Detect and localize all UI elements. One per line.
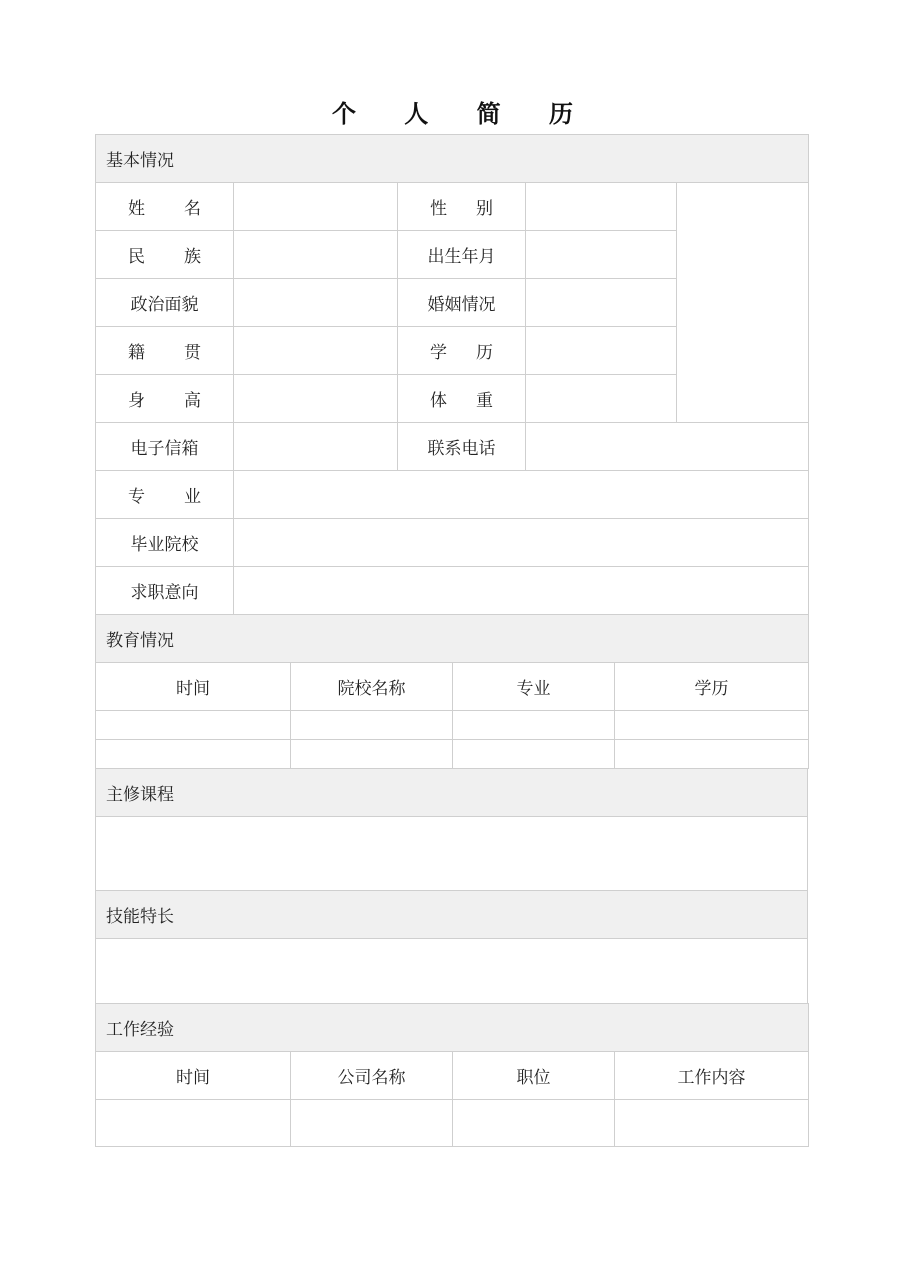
major-label: 专业 [96,471,234,519]
edu-cell[interactable] [453,740,615,769]
table-row [96,711,809,740]
work-cell[interactable] [453,1100,615,1147]
work-table [95,1003,809,1147]
phone-label: 联系电话 [398,423,526,471]
work-cell[interactable] [96,1100,291,1147]
edu-cell[interactable] [615,740,809,769]
work-col-position: 职位 [453,1052,615,1100]
work-col-time: 时间 [96,1052,291,1100]
work-cell[interactable] [615,1100,809,1147]
skills-table [95,890,808,1004]
email-field[interactable] [234,423,398,471]
work-header: 工作经验 [96,1004,809,1052]
courses-field[interactable] [96,817,808,891]
degree-label: 学历 [398,327,526,375]
political-field[interactable] [234,279,398,327]
height-label: 身高 [96,375,234,423]
table-row [96,1100,809,1147]
edu-cell[interactable] [96,711,291,740]
basic-info-header: 基本情况 [96,135,809,183]
work-col-company: 公司名称 [291,1052,453,1100]
political-label: 政治面貌 [96,279,234,327]
edu-col-major: 专业 [453,663,615,711]
edu-cell[interactable] [291,740,453,769]
work-col-content: 工作内容 [615,1052,809,1100]
photo-area[interactable] [677,183,809,423]
gender-field[interactable] [526,183,677,231]
marital-label: 婚姻情况 [398,279,526,327]
degree-field[interactable] [526,327,677,375]
marital-field[interactable] [526,279,677,327]
skills-field[interactable] [96,939,808,1004]
name-field[interactable] [234,183,398,231]
school-field[interactable] [234,519,809,567]
courses-header: 主修课程 [96,769,808,817]
objective-label: 求职意向 [96,567,234,615]
page-title: 个 人 简 历 [331,99,594,128]
edu-cell[interactable] [615,711,809,740]
basic-info-table [95,134,809,615]
gender-label: 性别 [398,183,526,231]
edu-col-time: 时间 [96,663,291,711]
edu-cell[interactable] [96,740,291,769]
resume-form [95,134,808,1147]
ethnicity-field[interactable] [234,231,398,279]
objective-field[interactable] [234,567,809,615]
table-row [96,740,809,769]
weight-label: 体重 [398,375,526,423]
ethnicity-label: 民族 [96,231,234,279]
skills-header: 技能特长 [96,891,808,939]
education-header: 教育情况 [96,615,809,663]
origin-label: 籍贯 [96,327,234,375]
height-field[interactable] [234,375,398,423]
phone-field[interactable] [526,423,809,471]
work-cell[interactable] [291,1100,453,1147]
birth-label: 出生年月 [398,231,526,279]
school-label: 毕业院校 [96,519,234,567]
birth-field[interactable] [526,231,677,279]
education-table [95,614,809,769]
edu-col-school: 院校名称 [291,663,453,711]
origin-field[interactable] [234,327,398,375]
edu-cell[interactable] [291,711,453,740]
courses-table [95,768,808,891]
major-field[interactable] [234,471,809,519]
edu-cell[interactable] [453,711,615,740]
weight-field[interactable] [526,375,677,423]
name-label: 姓名 [96,183,234,231]
edu-col-degree: 学历 [615,663,809,711]
email-label: 电子信箱 [96,423,234,471]
